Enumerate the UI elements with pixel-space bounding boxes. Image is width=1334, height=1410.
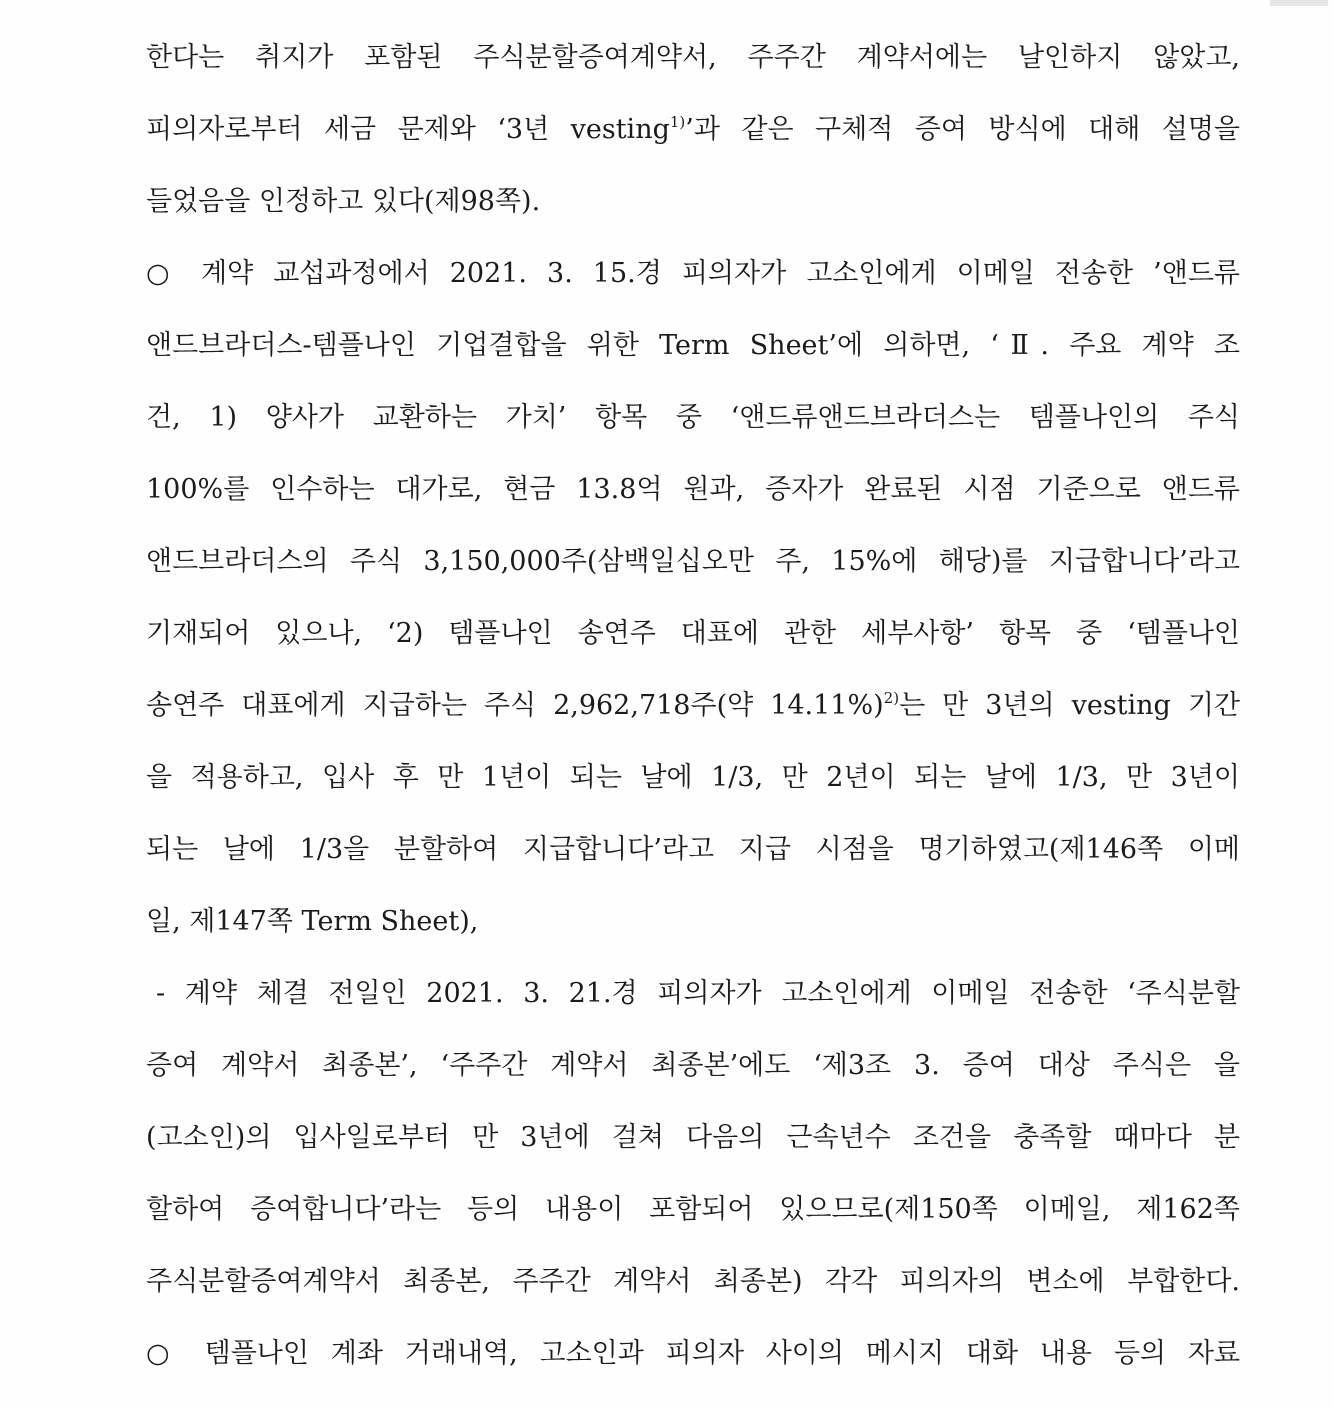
text-line-7: 100%를 인수하는 대가로, 현금 13.8억 원과, 증자가 완료된 시점 기준으로 앤드류 [146, 474, 1240, 505]
text-line-2 [146, 94, 1240, 166]
text-line-6: 건, 1) 양사가 교환하는 가치’ 항목 중 ‘앤드류앤드브라더스는 템플나인의 주식 [146, 402, 1240, 433]
text-line-8: 앤드브라더스의 주식 3,150,000주(삼백일십오만 주, 15%에 해당)를 지급합니다’라고 [146, 546, 1240, 577]
text-line-2-tail: ’과 같은 구체적 증여 방식에 대해 설명을 [685, 114, 1240, 145]
text-line-10-head: 송연주 대표에게 지급하는 주식 2,962,718주(약 14.11%) [146, 690, 884, 721]
text-line-16: (고소인)의 입사일로부터 만 3년에 걸쳐 다음의 근속년수 조건을 충족할 때마다 분 [146, 1122, 1240, 1153]
text-line-9: 기재되어 있으나, ‘2) 템플나인 송연주 대표에 관한 세부사항’ 항목 중 ‘템플나인 [146, 618, 1240, 649]
text-line-17: 할하여 증여합니다’라는 등의 내용이 포함되어 있으므로(제150쪽 이메일, 제162쪽 [146, 1194, 1240, 1225]
text-line-1: 한다는 취지가 포함된 주식분할증여계약서, 주주간 계약서에는 날인하지 않았고, [146, 42, 1240, 73]
text-line-12: 되는 날에 1/3을 분할하여 지급합니다’라고 지급 시점을 명기하였고(제146쪽 이메 [146, 834, 1240, 865]
text-line-5: 앤드브라더스-템플나인 기업결합을 위한 Term Sheet’에 의하면, ‘Ⅱ. 주요 계약 조 [146, 330, 1240, 361]
scan-artifact [1270, 0, 1328, 6]
text-line-19: ○ 템플나인 계좌 거래내역, 고소인과 피의자 사이의 메시지 대화 내용 등의 자료 [146, 1338, 1240, 1369]
text-line-14: - 계약 체결 전일인 2021. 3. 21.경 피의자가 고소인에게 이메일 전송한 ‘주식분할 [156, 978, 1240, 1009]
body-text [146, 22, 1240, 1390]
text-line-15: 증여 계약서 최종본’, ‘주주간 계약서 최종본’에도 ‘제3조 3. 증여 대상 주식은 을 [146, 1050, 1240, 1081]
text-line-3: 들었음을 인정하고 있다(제98쪽). [146, 186, 541, 217]
text-line-18: 주식분할증여계약서 최종본, 주주간 계약서 최종본) 각각 피의자의 변소에 부합한다. [146, 1266, 1240, 1297]
text-line-13: 일, 제147쪽 Term Sheet), [146, 906, 479, 937]
text-line-11: 을 적용하고, 입사 후 만 1년이 되는 날에 1/3, 만 2년이 되는 날에 1/3, 만 3년이 [146, 762, 1240, 793]
text-line-4: ○ 계약 교섭과정에서 2021. 3. 15.경 피의자가 고소인에게 이메일 전송한 ’앤드류 [146, 258, 1240, 289]
text-line-2-head: 피의자로부터 세금 문제와 ‘3년 vesting [146, 114, 670, 145]
text-line-10-tail: 는 만 3년의 vesting 기간 [899, 690, 1240, 721]
footnote-ref-2: 2) [883, 689, 900, 707]
footnote-ref-1: 1) [669, 113, 686, 131]
text-line-10 [146, 670, 1240, 742]
